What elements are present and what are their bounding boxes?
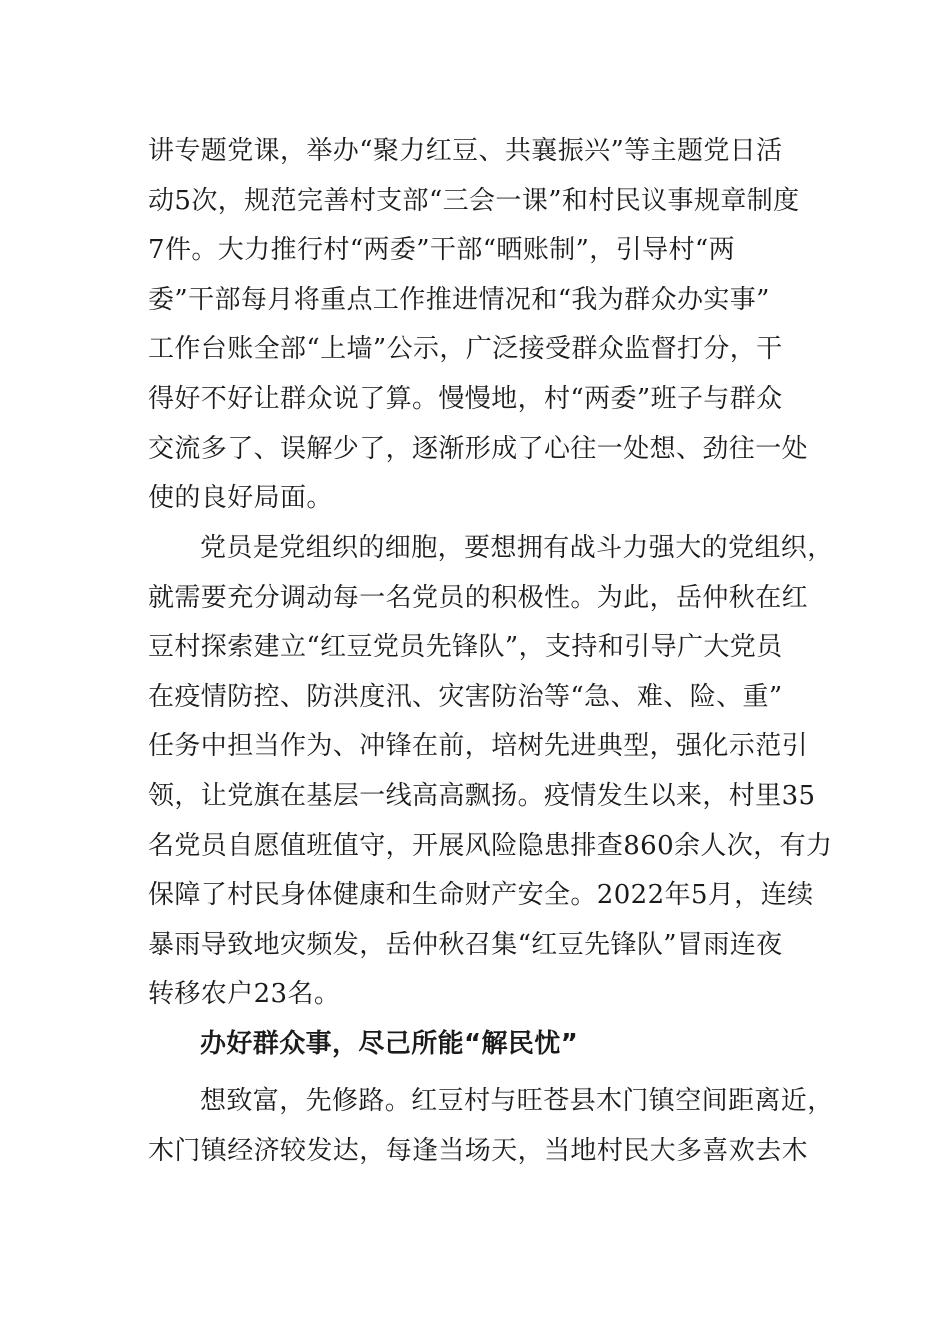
paragraph-1-line: 使的良好局面。	[148, 483, 333, 514]
paragraph-1-line: 工作台账全部“上墙”公示，广泛接受群众监督打分，干	[148, 334, 783, 365]
paragraph-2	[148, 524, 834, 1020]
paragraph-2-line: 名党员自愿值班值守，开展风险隐患排查860余人次，有力	[148, 830, 833, 861]
paragraph-1	[148, 127, 808, 524]
paragraph-1-line: 得好不好让群众说了算。慢慢地，村“两委”班子与群众	[148, 383, 783, 414]
paragraph-1-line: 7件。大力推行村“两委”干部“晒账制”，引导村“两	[148, 235, 736, 266]
paragraph-2-line: 在疫情防控、防洪度汛、灾害防治等“急、难、险、重”	[148, 681, 783, 712]
paragraph-3-line: 木门镇经济较发达，每逢当场天，当地村民大多喜欢去木	[148, 1135, 809, 1166]
paragraph-1-line: 讲专题党课，举办“聚力红豆、共襄振兴”等主题党日活	[148, 136, 783, 166]
paragraph-2-line: 就需要充分调动每一名党员的积极性。为此，岳仲秋在红	[148, 582, 809, 613]
paragraph-2-line: 保障了村民身体健康和生命财产安全。2022年5月，连续	[148, 880, 814, 911]
section-heading-block	[148, 1020, 808, 1070]
paragraph-3-line: 想致富，先修路。红豆村与旺苍县木门镇空间距离近，	[200, 1086, 834, 1116]
paragraph-1-line: 交流多了、误解少了，逐渐形成了心往一处想、劲往一处	[148, 433, 809, 464]
paragraph-2-line: 豆村探索建立“红豆党员先锋队”，支持和引导广大党员	[148, 632, 783, 663]
section-heading: 办好群众事，尽己所能“解民忧”	[200, 1029, 579, 1059]
paragraph-3	[148, 1077, 834, 1176]
paragraph-2-line: 暴雨导致地灾频发，岳仲秋召集“红豆先锋队”冒雨连夜	[148, 929, 783, 960]
paragraph-2-line: 党员是党组织的细胞，要想拥有战斗力强大的党组织，	[200, 533, 834, 563]
paragraph-2-line: 领，让党旗在基层一线高高飘扬。疫情发生以来，村里35	[148, 780, 816, 811]
paragraph-2-line: 转移农户23名。	[148, 979, 341, 1010]
paragraph-2-line: 任务中担当作为、冲锋在前，培树先进典型，强化示范引	[148, 731, 809, 762]
paragraph-1-line: 动5次，规范完善村支部“三会一课”和村民议事规章制度	[148, 185, 800, 216]
paragraph-1-line: 委”干部每月将重点工作推进情况和“我为群众办实事”	[148, 284, 770, 315]
